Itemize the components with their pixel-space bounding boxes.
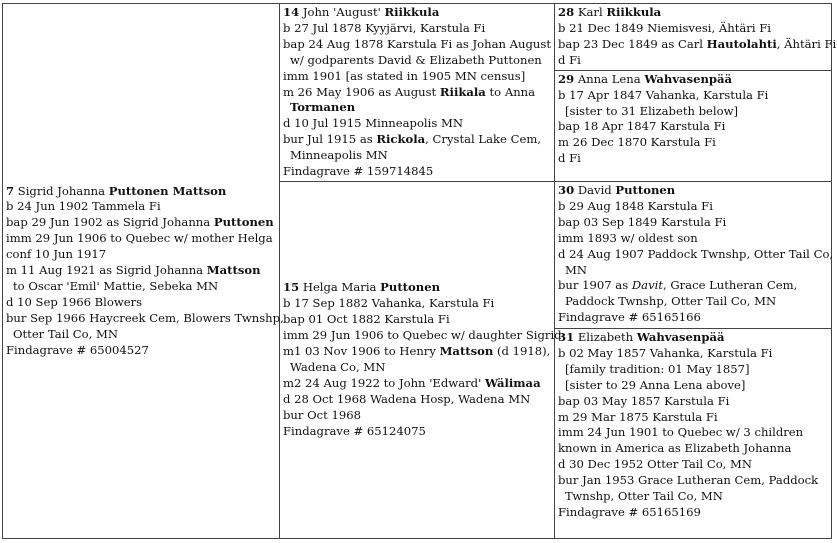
person-14-spouse: Tormanen — [290, 100, 356, 115]
person-31-marriage: m 29 Mar 1875 Karstula Fi — [558, 409, 718, 424]
person-14-burial-place: Minneapolis MN — [290, 148, 388, 163]
person-29-name: 29 Anna Lena Wahvasenpää — [558, 71, 733, 86]
person-30-cell — [555, 181, 832, 328]
person-31-birth: b 02 May 1857 Vahanka, Karstula Fi — [558, 345, 773, 360]
person-15-marriage-1-place: Wadena Co, MN — [290, 359, 386, 374]
person-7-spouse: to Oscar 'Emil' Mattie, Sebeka MN — [13, 278, 219, 293]
person-31-findagrave: Findagrave # 65165169 — [558, 504, 701, 519]
person-31-name: 31 Elizabeth Wahvasenpää — [558, 329, 725, 344]
person-7-confirmation: conf 10 Jun 1917 — [6, 247, 107, 262]
person-14-death: d 10 Jul 1915 Minneapolis MN — [283, 116, 463, 131]
person-31-tradition: [family tradition: 01 May 1857] — [565, 361, 750, 376]
person-7-burial-place: Otter Tail Co, MN — [13, 326, 118, 341]
person-15-marriage-1: m1 03 Nov 1906 to Henry Mattson (d 1918), — [283, 344, 551, 359]
person-14-godparents: w/ godparents David & Elizabeth Puttonen — [290, 52, 542, 67]
person-28-name: 28 Karl Riikkula — [558, 5, 662, 19]
person-15-baptism: bap 01 Oct 1882 Karstula Fi — [283, 312, 450, 327]
person-30-birth: b 29 Aug 1848 Karstula Fi — [558, 198, 713, 213]
person-28-birth: b 21 Dec 1849 Niemisvesi, Ähtäri Fi — [558, 20, 771, 35]
person-7-marriage: m 11 Aug 1921 as Sigrid Johanna Mattson — [6, 263, 261, 278]
person-31-note: [sister to 29 Anna Lena above] — [565, 377, 746, 392]
person-7-baptism: bap 29 Jun 1902 as Sigrid Johanna Puttonen — [6, 215, 274, 230]
person-29-cell — [555, 70, 832, 181]
person-14-findagrave: Findagrave # 159714845 — [283, 164, 434, 179]
person-14-cell — [280, 4, 555, 182]
person-31-known-as: known in America as Elizabeth Johanna — [558, 441, 792, 456]
person-30-name: 30 David Puttonen — [558, 182, 676, 197]
person-29-death: d Fi — [558, 151, 581, 166]
person-14-burial: bur Jul 1915 as Rickola, Crystal Lake Cem, — [283, 132, 541, 147]
person-31-cell — [555, 328, 832, 538]
person-31-immigration: imm 24 Jun 1901 to Quebec w/ 3 children — [558, 425, 804, 440]
person-29-note: [sister to 31 Elizabeth below] — [565, 103, 739, 118]
person-15-birth: b 17 Sep 1882 Vahanka, Karstula Fi — [283, 296, 495, 311]
person-30-death: d 24 Aug 1907 Paddock Twnshp, Otter Tail Co, — [558, 246, 834, 261]
person-29-birth: b 17 Apr 1847 Vahanka, Karstula Fi — [558, 87, 769, 102]
person-14-marriage: m 26 May 1906 as August Riikala to Anna — [283, 84, 536, 99]
person-7-immigration: imm 29 Jun 1906 to Quebec w/ mother Helga — [6, 231, 273, 246]
person-28-baptism: bap 23 Dec 1849 as Carl Hautolahti, Ähtäri Fi — [558, 36, 837, 51]
person-31-burial-place: Twnshp, Otter Tail Co, MN — [565, 489, 723, 504]
person-14-name: 14 John 'August' Riikkula — [283, 5, 440, 19]
person-29-marriage: m 26 Dec 1870 Karstula Fi — [558, 135, 716, 150]
person-31-death: d 30 Dec 1952 Otter Tail Co, MN — [558, 457, 753, 472]
person-7-findagrave: Findagrave # 65004527 — [6, 342, 149, 357]
person-31-baptism: bap 03 May 1857 Karstula Fi — [558, 393, 730, 408]
person-15-cell — [280, 181, 562, 538]
person-15-findagrave: Findagrave # 65124075 — [283, 423, 426, 438]
person-28-death: d Fi — [558, 52, 581, 67]
pedigree-table — [2, 3, 837, 539]
person-7-birth: b 24 Jun 1902 Tammela Fi — [6, 199, 161, 214]
person-7-cell — [3, 4, 284, 539]
person-29-baptism: bap 18 Apr 1847 Karstula Fi — [558, 119, 726, 134]
person-30-findagrave: Findagrave # 65165166 — [558, 310, 701, 325]
person-15-burial: bur Oct 1968 — [283, 407, 361, 422]
person-14-baptism: bap 24 Aug 1878 Karstula Fi as Johan August — [283, 36, 551, 51]
person-15-marriage-2: m2 24 Aug 1922 to John 'Edward' Wälimaa — [283, 375, 541, 390]
person-15-death: d 28 Oct 1968 Wadena Hosp, Wadena MN — [283, 391, 531, 406]
person-14-immigration: imm 1901 [as stated in 1905 MN census] — [283, 68, 526, 83]
person-30-baptism: bap 03 Sep 1849 Karstula Fi — [558, 214, 727, 229]
person-28-cell — [555, 4, 837, 71]
person-7-death: d 10 Sep 1966 Blowers — [6, 294, 143, 309]
person-30-burial-place: Paddock Twnshp, Otter Tail Co, MN — [565, 294, 777, 309]
person-14-birth: b 27 Jul 1878 Kyyjärvi, Karstula Fi — [283, 20, 486, 35]
person-15-name: 15 Helga Maria Puttonen — [283, 280, 440, 295]
person-31-burial: bur Jan 1953 Grace Lutheran Cem, Paddock — [558, 473, 819, 488]
person-7-burial: bur Sep 1966 Haycreek Cem, Blowers Twnshp, — [6, 310, 284, 325]
person-30-immigration: imm 1893 w/ oldest son — [558, 230, 698, 245]
person-7-name: 7 Sigrid Johanna Puttonen Mattson — [6, 183, 227, 198]
person-30-death-state: MN — [565, 262, 588, 277]
person-30-burial: bur 1907 as Davit, Grace Lutheran Cem, — [558, 278, 798, 293]
person-15-immigration: imm 29 Jun 1906 to Quebec w/ daughter Sigrid — [283, 328, 562, 343]
